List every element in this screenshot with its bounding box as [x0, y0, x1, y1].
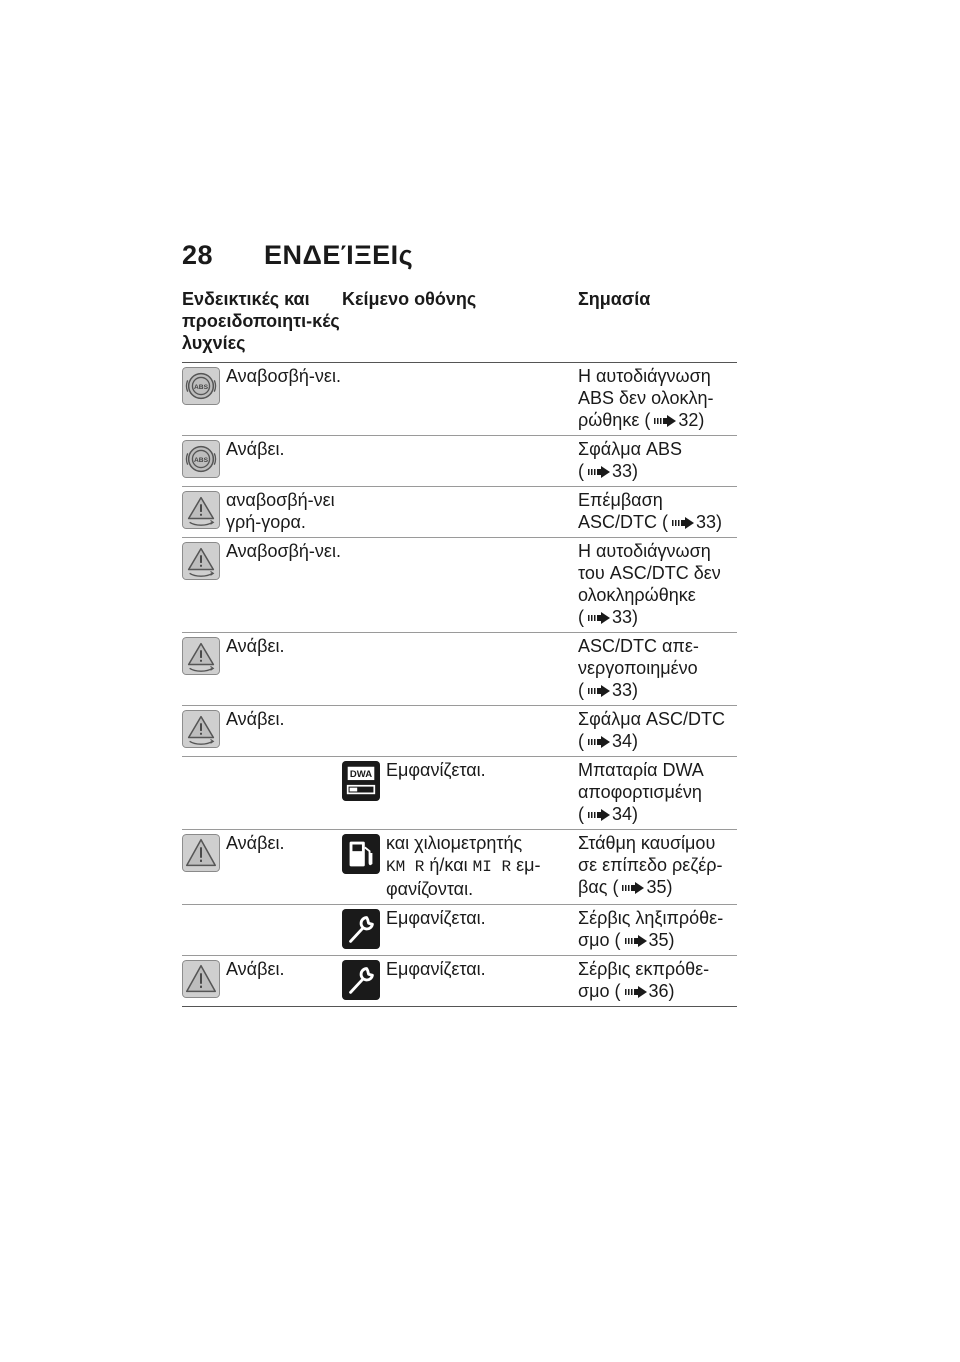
reference-arrow-icon	[588, 736, 610, 748]
lamp-status: Αναβοσβή-νει.	[226, 366, 341, 386]
table-row	[182, 363, 737, 436]
odometer-mi-r: MI R	[472, 858, 512, 876]
meaning-text: Μπαταρία DWA αποφορτισμένη	[578, 760, 703, 802]
table-row	[182, 905, 737, 956]
page-reference: ( 35)	[612, 877, 673, 897]
reference-arrow-icon	[625, 986, 647, 998]
meaning-text: Επέμβαση ASC/DTC	[578, 490, 663, 532]
column-header-lamps: Ενδεικτικές και προειδοποιητι-κές λυχνίες	[182, 289, 340, 353]
reference-arrow-icon	[625, 935, 647, 947]
asc-dtc-icon	[182, 637, 220, 675]
page-reference: ( 34)	[578, 804, 639, 824]
reference-arrow-icon	[588, 809, 610, 821]
table-row	[182, 538, 737, 633]
page-reference: ( 33)	[662, 512, 723, 532]
column-header-meaning: Σημασία	[578, 289, 651, 309]
display-text-suffix: εμ-φανίζονται.	[386, 855, 541, 899]
table-row	[182, 487, 737, 538]
page-reference: ( 34)	[578, 731, 639, 751]
asc-dtc-icon	[182, 710, 220, 748]
display-text: Εμφανίζεται.	[386, 908, 486, 928]
abs-icon	[182, 440, 220, 478]
page-reference: ( 36)	[614, 981, 675, 1001]
meaning-text: Η αυτοδιάγνωση του ASC/DTC δεν ολοκληρώθηκε	[578, 541, 721, 605]
page-reference-number: 32)	[678, 410, 705, 430]
lamp-status: Ανάβει.	[226, 709, 285, 729]
meaning-text: Σέρβις εκπρόθε-σμο	[578, 959, 710, 1001]
page-reference-number: 33)	[696, 512, 723, 532]
reference-arrow-icon	[588, 612, 610, 624]
page-reference-number: 35)	[648, 930, 675, 950]
table-row	[182, 830, 737, 905]
wrench-icon	[342, 909, 380, 949]
table-row	[182, 956, 737, 1007]
lamp-status: Ανάβει.	[226, 959, 285, 979]
asc-dtc-icon	[182, 491, 220, 529]
display-text-prefix: και χιλιομετρητής	[386, 833, 523, 853]
page-reference-number: 33)	[612, 607, 639, 627]
lamp-status: αναβοσβή-νει γρή-γορα.	[226, 490, 335, 532]
table-row	[182, 757, 737, 830]
table-row	[182, 706, 737, 757]
table-row	[182, 436, 737, 487]
page-reference: ( 35)	[614, 930, 675, 950]
page-reference: ( 32)	[644, 410, 705, 430]
page-reference-number: 36)	[648, 981, 675, 1001]
table-row	[182, 633, 737, 706]
chapter-title: ΕΝΔΕΊΞΕΙς	[264, 240, 414, 270]
display-text-mid: ή/και	[429, 855, 468, 875]
meaning-text: Σφάλμα ABS	[578, 439, 683, 459]
asc-dtc-icon	[182, 542, 220, 580]
lamp-status: Ανάβει.	[226, 439, 285, 459]
page-number: 28	[182, 240, 214, 270]
page-reference: ( 33)	[578, 607, 639, 627]
wrench-icon	[342, 960, 380, 1000]
fuel-pump-icon	[342, 834, 380, 874]
page-reference-number: 34)	[612, 804, 639, 824]
display-text	[386, 832, 578, 900]
meaning-text: Σέρβις ληξιπρόθε-σμο	[578, 908, 724, 950]
page-reference-number: 34)	[612, 731, 639, 751]
lamp-status: Αναβοσβή-νει.	[226, 541, 341, 561]
lamp-status: Ανάβει.	[226, 833, 285, 853]
page-reference-number: 33)	[612, 680, 639, 700]
reference-arrow-icon	[672, 517, 694, 529]
page-reference-number: 35)	[646, 877, 673, 897]
warning-triangle-icon	[182, 960, 220, 998]
reference-arrow-icon	[654, 415, 676, 427]
page-reference: ( 33)	[578, 461, 639, 481]
abs-icon	[182, 367, 220, 405]
display-text: Εμφανίζεται.	[386, 760, 486, 780]
indicator-table	[182, 288, 737, 1007]
column-header-display-text: Κείμενο οθόνης	[342, 289, 477, 309]
meaning-text: Η αυτοδιάγνωση ABS δεν ολοκλη-ρώθηκε	[578, 366, 714, 430]
reference-arrow-icon	[622, 882, 644, 894]
display-text: Εμφανίζεται.	[386, 959, 486, 979]
reference-arrow-icon	[588, 685, 610, 697]
odometer-km-r: KM R	[386, 858, 425, 876]
page-reference: ( 33)	[578, 680, 639, 700]
lamp-status: Ανάβει.	[226, 636, 285, 656]
table-header-row	[182, 288, 737, 363]
meaning-text: ASC/DTC απε-νεργοποιημένο	[578, 636, 699, 678]
page-header	[182, 240, 413, 271]
meaning-text: Σφάλμα ASC/DTC	[578, 709, 725, 729]
page-reference-number: 33)	[612, 461, 639, 481]
reference-arrow-icon	[588, 466, 610, 478]
dwa-battery-icon	[342, 761, 380, 801]
warning-triangle-icon	[182, 834, 220, 872]
meaning-text: Στάθμη καυσίμου σε επίπεδο ρεζέρ-βας	[578, 833, 723, 897]
